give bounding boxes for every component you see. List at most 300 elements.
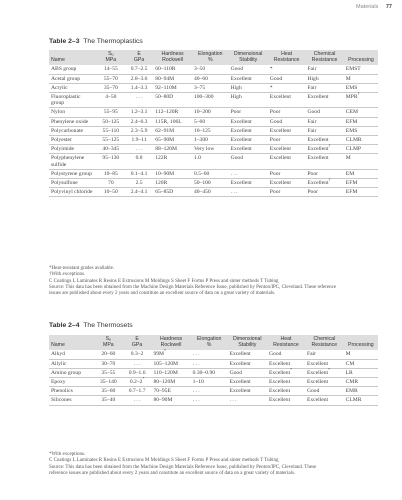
cell-proc [344, 154, 378, 169]
cell-su [94, 378, 123, 387]
column-header-line1: Hardness [161, 51, 184, 57]
cell-chem [305, 108, 343, 117]
cell-elong [192, 108, 229, 117]
cell-dim [229, 74, 268, 83]
cell-proc [344, 169, 378, 178]
cell-dim [229, 145, 268, 154]
cell-hard [151, 368, 190, 377]
cell-value: Excellent [269, 127, 291, 134]
cell-value: Acetal group [51, 75, 81, 82]
cell-hard [153, 108, 192, 117]
cell-value: Amino group [51, 369, 81, 376]
cell-value: Good [230, 66, 243, 73]
cell-name [49, 368, 94, 377]
table-row [49, 145, 378, 154]
cell-value: M [345, 75, 351, 82]
cell-value: Polyimide [51, 146, 74, 153]
cell-su [97, 179, 125, 188]
cell-elong [191, 396, 228, 405]
cell-dim [228, 368, 267, 377]
cell-value: 50–80D [155, 94, 174, 101]
cell-value: 2.4–4.1 [130, 189, 148, 196]
cell-proc [344, 65, 378, 74]
cell-e [123, 350, 152, 359]
cell-value: Excellent [230, 146, 252, 153]
column-header [229, 50, 268, 65]
cell-value: Excellent [230, 180, 252, 187]
cell-dim [228, 350, 267, 359]
cell-value: Nylon [51, 109, 65, 116]
cell-value: 10–200 [193, 109, 211, 116]
cell-value: Good [306, 388, 320, 395]
cell-value: 100–300 [193, 94, 214, 101]
cell-hard [151, 396, 190, 405]
column-header [191, 335, 228, 350]
cell-e [125, 136, 153, 145]
cell-value: 55–70 [103, 75, 118, 82]
column-header-line1: Heat [281, 51, 293, 57]
cell-value: Polyphenylene sulfide [51, 155, 85, 168]
cell-value: EMR [345, 388, 358, 395]
cell-value: 2.3–5.9 [130, 127, 148, 134]
cell-value: 122R [155, 155, 168, 162]
footnote-mark: * [164, 349, 166, 354]
cell-value: Excellent [230, 118, 252, 125]
cell-value: Excellent [306, 360, 329, 367]
cell-value: Very low [193, 146, 215, 153]
cell-dim [229, 65, 268, 74]
cell-value: * [269, 84, 273, 91]
cell-hard [151, 378, 190, 387]
cell-heat [268, 154, 306, 169]
cell-value: Fair [307, 66, 317, 73]
column-header-line1: Sᵤ [108, 51, 114, 57]
cell-value: 88–120M [155, 146, 177, 153]
note-line: C Coatings L Laminates R Resins E Extrusions M Moldings S Sheet F Forms P Press and sinter methods T Tubing [49, 458, 279, 464]
cell-su [97, 136, 125, 145]
cell-value: 62–91M [155, 127, 175, 134]
cell-chem [305, 387, 344, 396]
cell-value: 40–60 [193, 75, 208, 82]
cell-heat [268, 179, 306, 188]
cell-value: . . . [135, 146, 143, 153]
thermosets-notes [49, 452, 378, 477]
cell-value: Excellent [269, 360, 291, 367]
cell-e [123, 396, 152, 405]
cell-hard [153, 154, 192, 169]
cell-value: High [230, 84, 242, 91]
header-title: Materials [356, 4, 379, 10]
table-2-4-caption [49, 322, 133, 329]
cell-su [94, 387, 123, 396]
cell-e [123, 378, 152, 387]
cell-proc [344, 126, 378, 135]
cell-hard [153, 83, 192, 92]
cell-hard [153, 169, 192, 178]
table-row [49, 368, 378, 377]
column-header [268, 50, 306, 65]
cell-value: Excellent [307, 155, 329, 162]
cell-hard [153, 188, 192, 197]
cell-proc [344, 188, 378, 197]
cell-value: M [345, 155, 351, 162]
cell-value: Fair [306, 351, 316, 358]
note-line: issues are published about every 2 years and constitute an excellent source of data on a great variety of materials. [49, 291, 276, 297]
column-header-line2: Name [51, 57, 65, 64]
cell-value: Acrylic [51, 84, 68, 91]
cell-value: 10–85 [103, 170, 118, 177]
cell-hard [153, 117, 192, 126]
cell-name [49, 387, 94, 396]
column-header-line2: % [206, 342, 212, 349]
running-header [356, 4, 392, 10]
cell-value: Excellent [306, 397, 329, 404]
note-line: †With exceptions. [49, 272, 86, 278]
cell-su [97, 145, 125, 154]
cell-value: Alkyd [51, 351, 65, 358]
cell-value: 10–50 [103, 189, 118, 196]
cell-heat [268, 74, 306, 83]
cell-value: Excellent [269, 155, 291, 162]
cell-elong [192, 93, 229, 108]
cell-value: 0.9–1.6 [128, 369, 146, 376]
cell-su [97, 126, 125, 135]
cell-value: Excellent [269, 388, 291, 395]
cell-dim [229, 117, 268, 126]
cell-value: Excellent [230, 75, 252, 82]
cell-name [49, 108, 97, 117]
table-row [49, 350, 378, 359]
cell-value: 95–130 [102, 155, 120, 162]
cell-value: CM [345, 360, 355, 367]
cell-su [97, 93, 125, 108]
cell-value: 115R, 106L [155, 118, 182, 125]
cell-heat [268, 145, 306, 154]
cell-su [97, 83, 125, 92]
cell-value: . . . [133, 397, 141, 404]
table-row [49, 83, 378, 92]
cell-dim [228, 396, 267, 405]
cell-value: . . . [133, 360, 141, 367]
column-header-line1: Chemical [313, 336, 336, 342]
column-header-line2: MPa [105, 57, 117, 64]
cell-e [123, 368, 152, 377]
cell-proc [344, 74, 378, 83]
cell-chem [305, 179, 343, 188]
cell-value: Excellent [306, 379, 329, 386]
column-header [153, 50, 192, 65]
cell-value: 3–75 [193, 84, 206, 91]
cell-elong [192, 126, 229, 135]
cell-value: 0.30–0.90 [192, 369, 216, 376]
cell-value: Good [269, 118, 283, 125]
cell-proc [344, 136, 378, 145]
footnote-mark: † [328, 178, 331, 183]
cell-heat [268, 108, 306, 117]
cell-value: 40–345 [102, 146, 120, 153]
table-header-row [49, 50, 378, 65]
cell-value: EMST [345, 66, 361, 73]
cell-elong [192, 154, 229, 169]
table-2-3-caption [49, 38, 143, 45]
cell-value: EM [345, 170, 355, 177]
cell-elong [192, 65, 229, 74]
cell-value: Excellent [229, 360, 251, 367]
cell-value: Excellent [230, 127, 252, 134]
cell-value: EMS [345, 84, 358, 91]
cell-value: 0.5–60 [193, 170, 210, 177]
cell-dim [229, 179, 268, 188]
cell-value: . . . [192, 351, 200, 358]
table-row [49, 74, 378, 83]
cell-chem [305, 359, 344, 368]
cell-e [125, 154, 153, 169]
cell-value: 2.8–3.6 [130, 75, 148, 82]
cell-hard [153, 126, 192, 135]
cell-value: . . . [135, 94, 143, 101]
cell-value: LR [345, 369, 353, 376]
cell-hard [153, 65, 192, 74]
cell-value: 35–40 [101, 397, 116, 404]
cell-value: 55–110 [102, 127, 120, 134]
column-header-line2: Processing [347, 342, 374, 349]
cell-value: . . . [192, 360, 200, 367]
cell-value: ABS group [51, 66, 77, 73]
cell-name [49, 93, 97, 108]
cell-value: CEM [345, 109, 358, 116]
cell-e [125, 93, 153, 108]
cell-value: 1.2–3.1 [130, 109, 148, 116]
cell-value: EFM [345, 118, 358, 125]
column-header [192, 50, 229, 65]
cell-value: Excellent [269, 180, 291, 187]
cell-chem [305, 93, 343, 108]
cell-su [97, 65, 125, 74]
cell-value: . . . [229, 397, 237, 404]
cell-elong [192, 74, 229, 83]
cell-hard [151, 359, 190, 368]
cell-elong [191, 387, 228, 396]
column-header-line2: MPa [103, 342, 114, 349]
table-row [49, 188, 378, 197]
cell-value: 70 [108, 180, 114, 187]
cell-su [97, 154, 125, 169]
cell-su [97, 117, 125, 126]
cell-value: 0.8 [135, 155, 143, 162]
cell-su [94, 368, 123, 377]
cell-value: 35–60 [101, 388, 116, 395]
cell-name [49, 188, 97, 197]
cell-name [49, 396, 94, 405]
column-header [151, 335, 190, 350]
cell-value: Excellent [307, 146, 329, 153]
cell-elong [191, 378, 228, 387]
cell-e [125, 65, 153, 74]
cell-proc [344, 108, 378, 117]
cell-value: Fair [307, 118, 317, 125]
column-header-line2: GPa [133, 57, 145, 64]
cell-proc [344, 93, 378, 108]
column-header [228, 335, 267, 350]
cell-heat [268, 117, 306, 126]
table-row [49, 117, 378, 126]
cell-su [94, 350, 123, 359]
column-header-line1: Heat [280, 336, 292, 342]
cell-value: Excellent [229, 388, 251, 395]
cell-value: Polyvinyl chloride [51, 189, 93, 196]
cell-proc [344, 145, 378, 154]
footnote-mark: † [328, 144, 331, 149]
cell-value: 10–90M [155, 170, 175, 177]
cell-name [49, 179, 97, 188]
cell-value: Excellent [307, 180, 329, 187]
cell-value: CLMR [345, 137, 362, 144]
column-header-line1: Chemical [313, 51, 336, 57]
cell-value: Excellent [269, 369, 291, 376]
cell-heat [267, 350, 305, 359]
cell-chem [305, 117, 343, 126]
cell-heat [268, 169, 306, 178]
cell-value: 0.2–2 [129, 379, 143, 386]
cell-proc [344, 83, 378, 92]
table-row [49, 179, 378, 188]
cell-name [49, 136, 97, 145]
table-header-row [49, 335, 378, 350]
cell-value: Excellent [269, 397, 291, 404]
table-row [49, 396, 378, 405]
column-header [267, 335, 305, 350]
cell-value: * [269, 66, 273, 73]
cell-chem [305, 145, 343, 154]
cell-dim [229, 136, 268, 145]
cell-value: CLMR [345, 397, 362, 404]
cell-heat [268, 126, 306, 135]
cell-chem [305, 154, 343, 169]
cell-value: 1.0 [193, 155, 201, 162]
cell-value: Excellent [230, 137, 252, 144]
cell-value: Poor [269, 109, 281, 116]
cell-value: 99M [153, 351, 165, 358]
table-number: Table 2–4 [49, 322, 80, 329]
cell-su [97, 74, 125, 83]
cell-elong [192, 117, 229, 126]
cell-elong [191, 359, 228, 368]
table-number: Table 2–3 [49, 38, 80, 45]
cell-heat [268, 65, 306, 74]
cell-e [125, 169, 153, 178]
cell-chem [305, 136, 343, 145]
cell-dim [228, 378, 267, 387]
table-row [49, 136, 378, 145]
cell-dim [228, 387, 267, 396]
cell-value: Poor [307, 189, 319, 196]
cell-value: 3–50 [193, 66, 206, 73]
cell-chem [305, 169, 343, 178]
cell-heat [267, 368, 305, 377]
column-header [123, 335, 152, 350]
cell-value: 4–50 [105, 94, 117, 101]
cell-value: 30–70 [101, 360, 116, 367]
cell-value: Excellent [269, 146, 291, 153]
cell-e [125, 179, 153, 188]
cell-dim [229, 83, 268, 92]
cell-name [49, 169, 97, 178]
cell-hard [153, 145, 192, 154]
cell-heat [268, 136, 306, 145]
cell-heat [268, 83, 306, 92]
cell-value: Poor [269, 137, 281, 144]
cell-value: 2.4–6.3 [130, 118, 148, 125]
cell-value: Polystyrene group [51, 170, 92, 177]
cell-value: CLMP [345, 146, 362, 153]
cell-chem [305, 188, 343, 197]
cell-chem [305, 396, 344, 405]
cell-e [125, 108, 153, 117]
column-header-line2: Processing [348, 57, 374, 64]
cell-value: 35–55 [101, 369, 116, 376]
table-row [49, 65, 378, 74]
column-header-line2: Resistance [273, 57, 300, 64]
column-header-line1: Dimensional [233, 336, 262, 342]
column-header-line2: Stability [239, 57, 258, 64]
column-header [344, 50, 378, 65]
cell-proc [344, 350, 378, 359]
cell-proc [344, 359, 378, 368]
cell-value: 80–120M [153, 379, 176, 386]
cell-value: Fair [307, 127, 317, 134]
column-header-line2: Rockwell [160, 342, 182, 349]
cell-value: Phenylene oxide [51, 118, 89, 125]
column-header [94, 335, 123, 350]
cell-elong [192, 179, 229, 188]
cell-value: Excellent [307, 94, 329, 101]
cell-value: 50–100 [193, 180, 211, 187]
cell-value: High [307, 75, 319, 82]
note-line: *Heat-resistant grades available. [49, 266, 115, 271]
cell-value: 35–140 [99, 379, 117, 386]
table-row [49, 387, 378, 396]
cell-value: 40–450 [193, 189, 211, 196]
cell-value: 0.7–1.7 [128, 388, 146, 395]
column-header-line2: Stability [238, 342, 257, 349]
cell-value: 2.5 [135, 180, 143, 187]
cell-dim [229, 108, 268, 117]
cell-value: 92–110M [155, 84, 177, 91]
column-header-line1: E [137, 51, 141, 57]
thermoplastics-notes [49, 266, 378, 297]
cell-value: Fluoroplastic group [51, 94, 81, 107]
cell-chem [305, 74, 343, 83]
cell-value: 65–90M [155, 137, 175, 144]
cell-hard [151, 350, 190, 359]
cell-value: Excellent [229, 379, 251, 386]
cell-hard [153, 136, 192, 145]
cell-value: Excellent [229, 351, 251, 358]
cell-value: Fair [307, 84, 317, 91]
column-header [125, 50, 153, 65]
cell-chem [305, 83, 343, 92]
cell-dim [228, 359, 267, 368]
cell-elong [192, 145, 229, 154]
cell-elong [192, 169, 229, 178]
cell-chem [305, 378, 344, 387]
cell-hard [153, 93, 192, 108]
cell-value: 55–95 [103, 109, 118, 116]
cell-dim [229, 154, 268, 169]
cell-name [49, 359, 94, 368]
cell-name [49, 154, 97, 169]
cell-su [94, 359, 123, 368]
